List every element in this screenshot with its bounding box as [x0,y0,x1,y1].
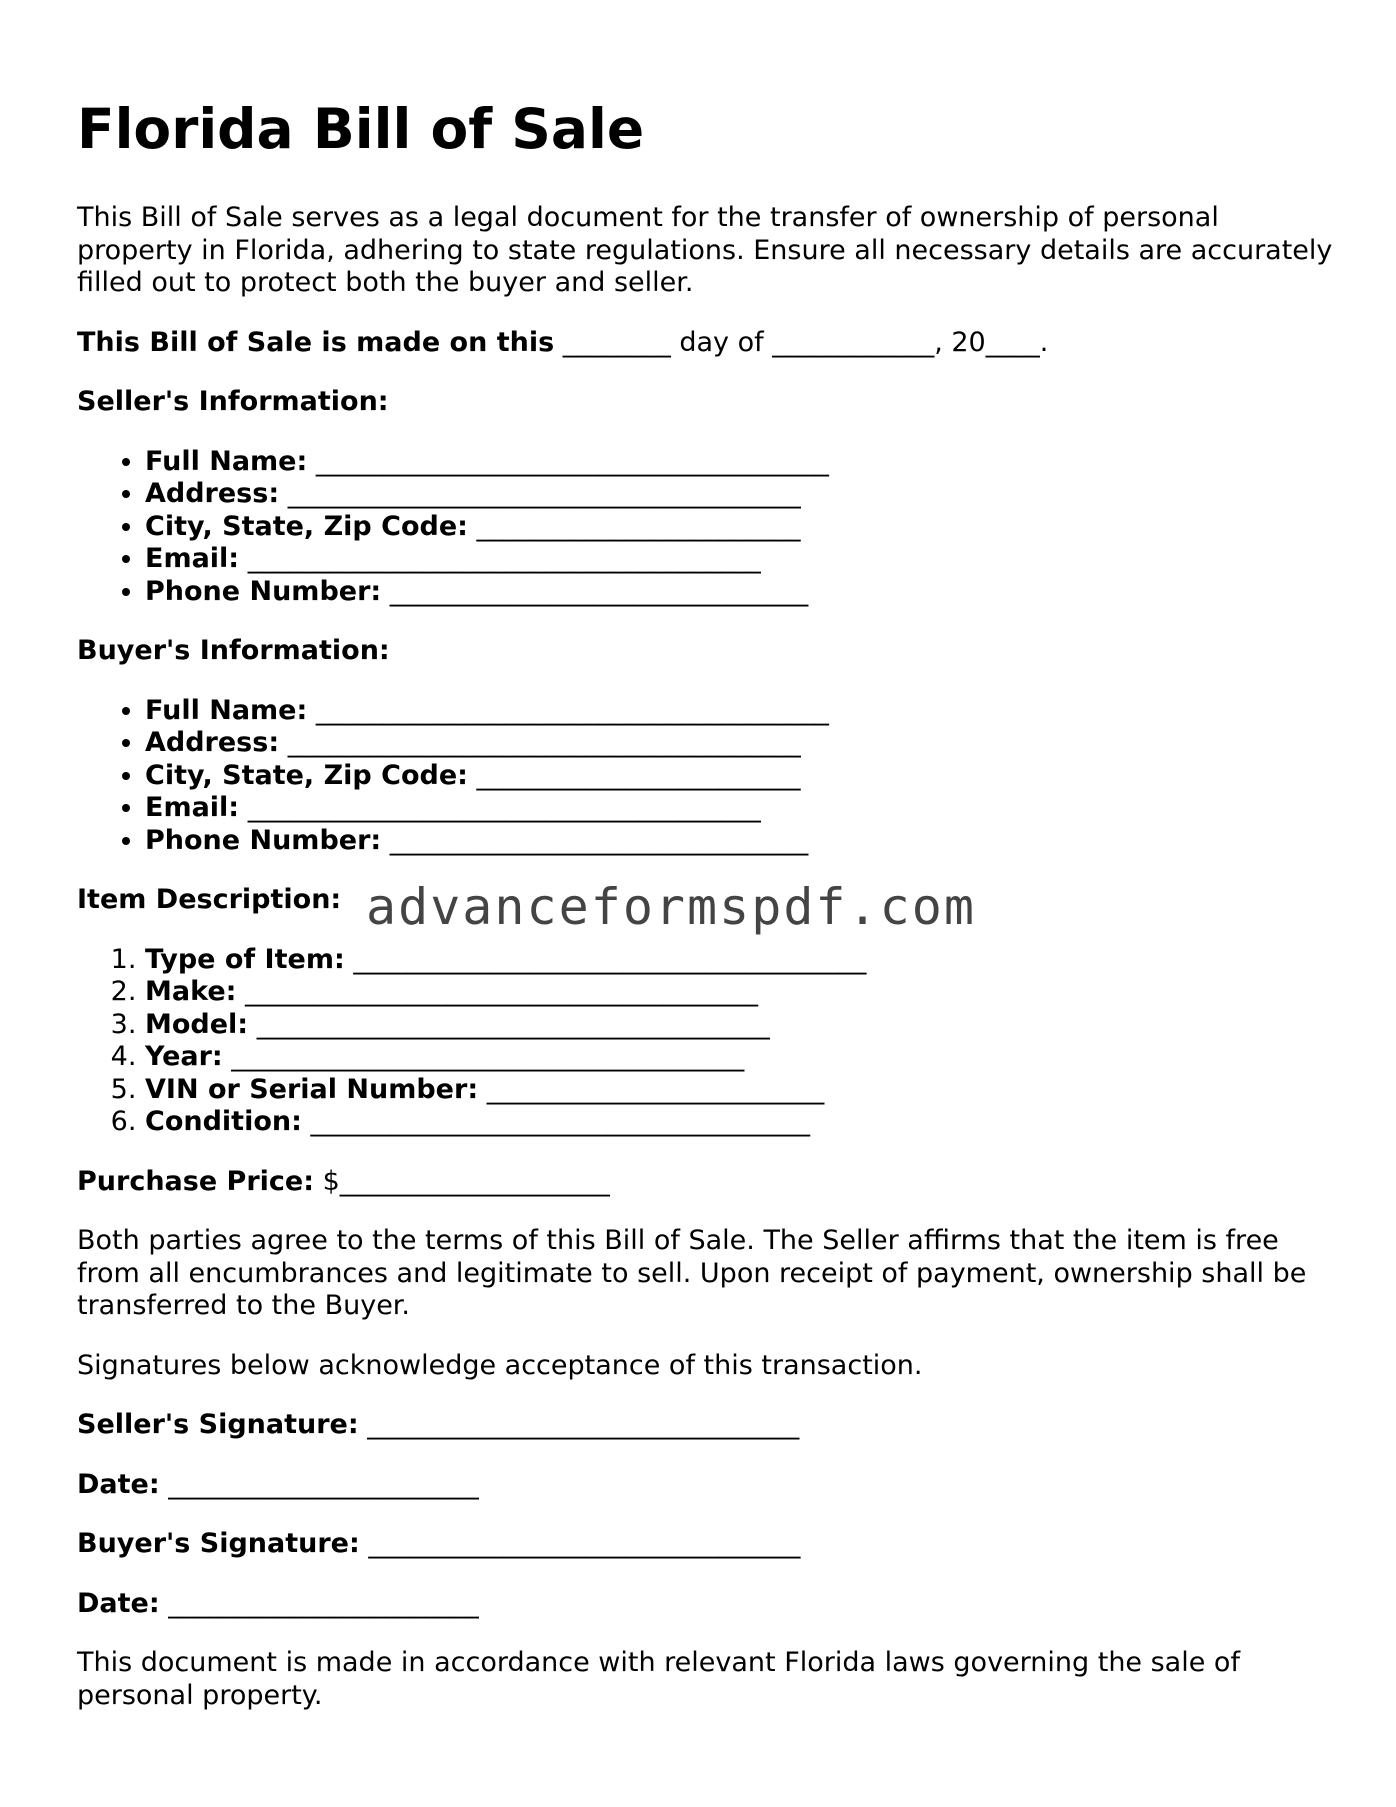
field-label: City, State, Zip Code: [145,510,468,542]
field-blank: ______________________________________ [239,792,761,823]
made-on-year-prefix: , 20 [934,326,986,358]
buyer-signature-line [77,1528,1337,1561]
field-blank: _____________________________________ [301,1106,810,1137]
item-year-item [145,1041,1337,1074]
item-model-item [145,1009,1337,1042]
item-type-item [145,944,1337,977]
buyer-fields-list [77,695,1337,858]
buyer-full-name-item [145,695,1337,728]
item-vin-item [145,1074,1337,1107]
made-on-line [77,327,1337,360]
made-on-month-blank: ____________ [772,326,935,358]
acknowledgement-paragraph: Signatures below acknowledge acceptance of this transaction. [77,1349,923,1381]
field-blank: ______________________________________ [307,694,829,726]
intro-paragraph: This Bill of Sale serves as a legal document for the transfer of ownership of personal property in Florida, adhering to state regulations. Ensure all necessary details are accurately filled out to protect both the buyer and seller. [77,202,1333,298]
buyer-signature-label: Buyer's Signature: [77,1528,360,1559]
field-blank: ______________________________________ [236,976,759,1007]
field-blank: ________________________ [467,759,801,791]
field-label: Email: [145,543,240,574]
buyer-phone-item [145,825,1337,858]
purchase-price-label: Purchase Price: [77,1165,315,1197]
field-label: Year: [145,1041,223,1072]
seller-date-blank: _______________________ [159,1468,479,1500]
document-title: Florida Bill of Sale [77,97,645,161]
field-label: Address: [145,727,280,758]
footer-paragraph: This document is made in accordance with relevant Florida laws governing the sale of personal property. [77,1647,1240,1711]
field-label: City, State, Zip Code: [145,759,468,791]
field-blank: ______________________________________ [248,1008,770,1040]
field-blank: _______________________________ [381,824,809,856]
seller-fields-list [77,446,1337,609]
made-on-year-blank: ____ [985,326,1040,358]
field-label: Condition: [145,1106,302,1137]
field-blank: ______________________________________ [279,478,801,509]
seller-email-item [145,543,1337,576]
made-on-label: This Bill of Sale is made on this [77,326,555,358]
buyer-date-label: Date: [77,1587,160,1619]
seller-phone-item [145,576,1337,609]
made-on-day-of: day of [670,326,773,358]
purchase-price-blank: $____________________ [314,1165,610,1197]
purchase-price-line [77,1166,1337,1199]
seller-address-item [145,478,1337,511]
buyer-signature-blank: ________________________________ [359,1528,801,1559]
watermark-text: advanceformspdf.com [366,878,976,936]
seller-heading: Seller's Information: [77,386,389,417]
item-heading: Item Description: [77,884,342,915]
seller-full-name-item [145,446,1337,479]
field-label: Make: [145,976,237,1007]
field-blank: ______________________________________ [222,1041,745,1072]
field-blank: ______________________________________ [279,727,801,758]
field-blank: ______________________________________ [344,943,867,975]
buyer-date-blank: _______________________ [159,1587,479,1619]
field-label: Model: [145,1008,249,1040]
field-label: Type of Item: [145,943,345,975]
field-blank: ________________________ [467,510,801,542]
field-blank: ______________________________________ [239,543,761,574]
field-blank: ______________________________________ [307,445,829,477]
made-on-day-blank: ________ [554,326,671,358]
field-blank: _________________________ [478,1073,825,1105]
item-make-item [145,976,1337,1009]
seller-date-line [77,1469,1337,1502]
made-on-end: . [1039,326,1049,358]
buyer-address-item [145,727,1337,760]
field-label: Email: [145,792,240,823]
item-fields-list [77,944,1337,1139]
terms-paragraph: Both parties agree to the terms of this Bill of Sale. The Seller affirms that the item is free from all encumbrances and legitimate to sell. Upon receipt of payment, ownership shall be transferred to the Buyer. [77,1225,1307,1321]
seller-date-label: Date: [77,1468,160,1500]
field-label: Full Name: [145,694,308,726]
buyer-email-item [145,792,1337,825]
buyer-date-line [77,1588,1337,1621]
seller-signature-line [77,1409,1337,1442]
field-label: Address: [145,478,280,509]
field-label: Full Name: [145,445,308,477]
buyer-city-item [145,760,1337,793]
field-label: VIN or Serial Number: [145,1073,479,1105]
field-blank: _______________________________ [381,575,809,607]
field-label: Phone Number: [145,575,382,607]
seller-signature-blank: ________________________________ [358,1409,800,1440]
field-label: Phone Number: [145,824,382,856]
seller-city-item [145,511,1337,544]
seller-signature-label: Seller's Signature: [77,1409,359,1440]
item-condition-item [145,1106,1337,1139]
buyer-heading: Buyer's Information: [77,635,390,666]
